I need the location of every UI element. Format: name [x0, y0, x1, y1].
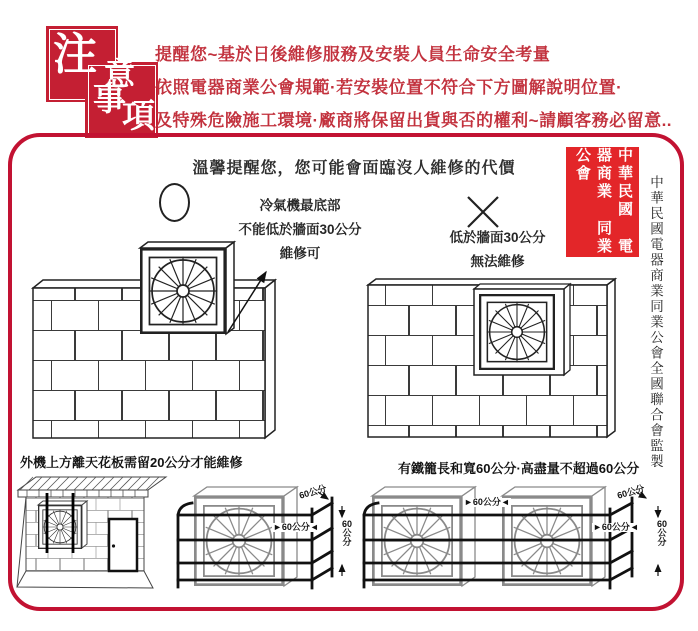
- bad-note: [430, 226, 565, 274]
- warning-line-1: 提醒您~基於日後維修服務及安裝人員生命安全考量: [155, 45, 551, 64]
- seal-column: 同業公會: [574, 147, 611, 256]
- cage-size-caption: 有鐵籠長和寬60公分·高盡量不超過60公分: [398, 461, 640, 476]
- supervising-body-vertical-text: 中華民國電器商業同業公會全國聯合會監製: [648, 175, 663, 470]
- bad-note-line: 無法維修: [470, 254, 525, 269]
- ok-note-line: 維修可: [279, 246, 321, 261]
- ac-unit: [474, 284, 570, 375]
- ceiling-clearance-caption: 外機上方離天花板需留20公分才能維修: [20, 455, 243, 470]
- bad-note-line: 低於牆面30公分: [449, 230, 546, 245]
- cage2-width-dimension-label: ►60公分◄: [593, 522, 639, 532]
- cage1-height-dimension-label: 60公分: [341, 519, 352, 547]
- ac-unit: [194, 487, 297, 586]
- badge-char: 事: [93, 82, 126, 118]
- single-unit-cage-diagram: [172, 484, 360, 602]
- wall-high-mount-diagram: [28, 240, 298, 450]
- ok-note-line: 不能低於牆面30公分: [238, 222, 362, 237]
- ac-unit: [140, 242, 234, 334]
- cage1-depth-dimension-label: 60公分: [298, 483, 328, 501]
- warning-line-3: 及特殊危險施工環境·廠商將保留出貨與否的權利~請顧客務必留意..: [155, 111, 673, 130]
- cage2-height-dimension-label: 60公分: [656, 519, 667, 547]
- ok-note-line: 冷氣機最底部: [259, 198, 341, 213]
- ok-circle-mark: [159, 183, 190, 222]
- association-seal-stamp: [566, 147, 639, 257]
- seal-column: 中華民國: [616, 147, 632, 219]
- door-knob: [112, 544, 115, 547]
- ceiling: [18, 477, 166, 497]
- seal-column: 電器商業: [595, 147, 632, 256]
- panel-title: 溫馨提醒您，您可能會面臨沒人維修的代價: [192, 160, 516, 177]
- badge-char: 注: [53, 30, 97, 79]
- badge-char: 意: [104, 57, 135, 92]
- room-ceiling-diagram: [12, 474, 170, 596]
- double-unit-cage-diagram: [358, 484, 666, 602]
- ac-unit: [502, 487, 605, 586]
- badge-char: 項: [122, 99, 155, 135]
- wall-low-mount-diagram: [362, 275, 622, 450]
- door: [109, 519, 137, 571]
- warning-line-2: 依照電器商業公會規範·若安裝位置不符合下方圖解說明位置·: [155, 78, 623, 97]
- seal-text: [571, 147, 634, 257]
- ac-unit: [372, 487, 475, 586]
- cage2-depth-dimension-label: 60公分: [616, 483, 646, 501]
- cage2-gap-dimension-label: ►60公分◄: [464, 497, 510, 507]
- cage1-width-dimension-label: ►60公分◄: [273, 522, 319, 532]
- ac-unit: [38, 493, 87, 553]
